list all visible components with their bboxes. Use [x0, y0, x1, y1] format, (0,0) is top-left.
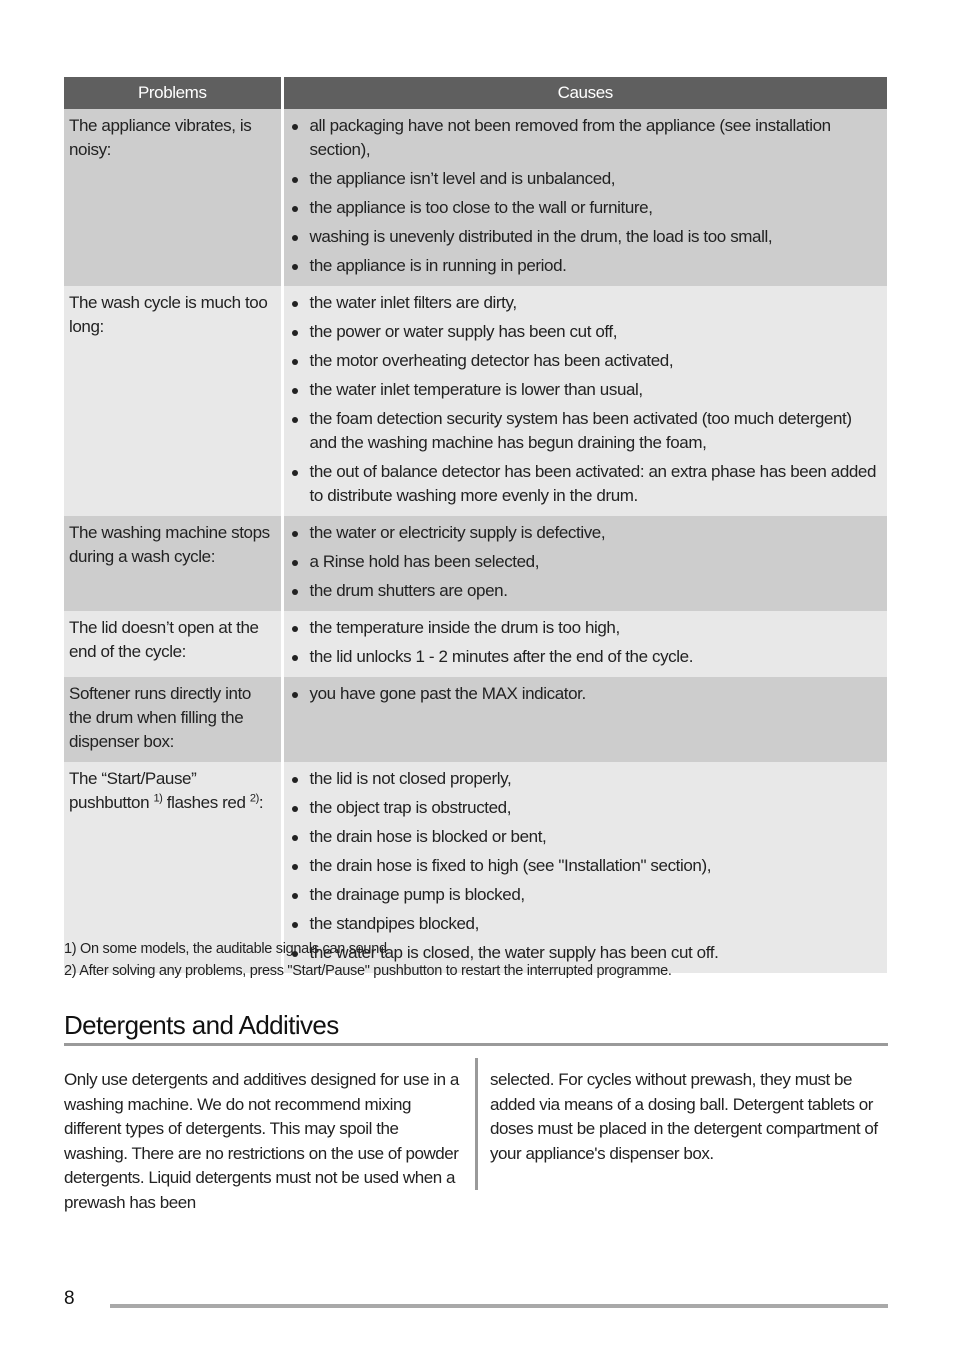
causes-cell — [282, 516, 887, 611]
problem-text: The “Start/Pause” pushbutton — [69, 769, 197, 812]
cause-text: the water inlet filters are dirty, — [309, 293, 517, 312]
footnotes — [64, 938, 672, 982]
list-item — [289, 682, 880, 706]
causes-list — [289, 616, 880, 669]
causes-list — [289, 291, 880, 508]
cause-text: the temperature inside the drum is too high, — [309, 618, 620, 637]
causes-list — [289, 767, 880, 965]
bullet-icon — [292, 206, 298, 212]
cause-text: the appliance is too close to the wall or furniture, — [309, 198, 653, 217]
footnote-ref-2: 2) — [249, 792, 259, 805]
bullet-icon — [292, 330, 298, 336]
causes-list — [289, 521, 880, 603]
list-item — [289, 767, 880, 791]
column-divider — [475, 1058, 478, 1190]
problem-cell: The wash cycle is much too long: — [64, 286, 282, 516]
causes-cell — [282, 677, 887, 762]
header-causes: Causes — [282, 77, 887, 109]
bullet-icon — [292, 835, 298, 841]
list-item — [289, 167, 880, 191]
cause-text: the drainage pump is blocked, — [309, 885, 525, 904]
list-item — [289, 460, 880, 508]
cause-text: the drain hose is blocked or bent, — [309, 827, 547, 846]
list-item — [289, 407, 880, 455]
problem-text: : — [258, 793, 264, 812]
page-number: 8 — [64, 1288, 75, 1309]
cause-text: you have gone past the MAX indicator. — [309, 684, 586, 703]
list-item — [289, 912, 880, 936]
table-row — [64, 677, 887, 762]
table-row — [64, 109, 887, 286]
bullet-icon — [292, 417, 298, 423]
table-header-row — [64, 77, 887, 109]
list-item — [289, 550, 880, 574]
list-item — [289, 225, 880, 249]
bullet-icon — [292, 531, 298, 537]
footnote-2: 2) After solving any problems, press "Start/Pause" pushbutton to restart the interrupted programme. — [64, 963, 672, 979]
cause-text: the foam detection security system has been activated (too much detergent) and the washing machine has begun draining the foam, — [309, 409, 852, 452]
bullet-icon — [292, 589, 298, 595]
list-item — [289, 320, 880, 344]
footnote-ref-1: 1) — [153, 792, 163, 805]
list-item — [289, 254, 880, 278]
list-item — [289, 825, 880, 849]
cause-text: the water inlet temperature is lower than usual, — [309, 380, 643, 399]
problem-cell: The appliance vibrates, is noisy: — [64, 109, 282, 286]
footnote-1: 1) On some models, the auditable signals can sound — [64, 941, 387, 957]
bullet-icon — [292, 124, 298, 130]
cause-text: the drum shutters are open. — [309, 581, 508, 600]
cause-text: washing is unevenly distributed in the drum, the load is too small, — [309, 227, 773, 246]
bullet-icon — [292, 777, 298, 783]
cause-text: the power or water supply has been cut off, — [309, 322, 618, 341]
problem-cell: The lid doesn’t open at the end of the cycle: — [64, 611, 282, 677]
table-row — [64, 611, 887, 677]
problem-text: flashes red — [162, 793, 246, 812]
list-item — [289, 854, 880, 878]
cause-text: all packaging have not been removed from the appliance (see installation section), — [309, 116, 831, 159]
bullet-icon — [292, 893, 298, 899]
causes-cell — [282, 109, 887, 286]
bullet-icon — [292, 655, 298, 661]
bullet-icon — [292, 235, 298, 241]
cause-text: the standpipes blocked, — [309, 914, 479, 933]
cause-text: the object trap is obstructed, — [309, 798, 512, 817]
body-text-left: Only use detergents and additives designed for use in a washing machine. We do not recommend mixing different types of detergents. This may spoil the washing. There are no restrictions on the use of powder detergents. Liquid detergents must not be used when a prewash has been — [64, 1070, 459, 1212]
cause-text: the water tap is closed, the water supply has been cut off. — [309, 943, 719, 962]
list-item — [289, 645, 880, 669]
bullet-icon — [292, 692, 298, 698]
bullet-icon — [292, 922, 298, 928]
table-row — [64, 516, 887, 611]
causes-list — [289, 682, 880, 706]
list-item — [289, 196, 880, 220]
list-item — [289, 883, 880, 907]
causes-list — [289, 114, 880, 278]
causes-cell — [282, 611, 887, 677]
cause-text: the appliance isn’t level and is unbalanced, — [309, 169, 616, 188]
bullet-icon — [292, 864, 298, 870]
cause-text: the lid is not closed properly, — [309, 769, 512, 788]
bullet-icon — [292, 560, 298, 566]
list-item — [289, 796, 880, 820]
cause-text: a Rinse hold has been selected, — [309, 552, 540, 571]
causes-cell — [282, 286, 887, 516]
list-item — [289, 349, 880, 373]
bullet-icon — [292, 806, 298, 812]
header-problems: Problems — [64, 77, 282, 109]
problem-cell: Softener runs directly into the drum when filling the dispenser box: — [64, 677, 282, 762]
list-item — [289, 291, 880, 315]
bullet-icon — [292, 626, 298, 632]
body-text-right: selected. For cycles without prewash, they must be added via means of a dosing ball. Detergent tablets or doses must be placed in the detergent compartment of your appliance's dispenser box. — [490, 1070, 878, 1163]
bullet-icon — [292, 264, 298, 270]
bullet-icon — [292, 359, 298, 365]
list-item — [289, 378, 880, 402]
bullet-icon — [292, 470, 298, 476]
cause-text: the out of balance detector has been activated: an extra phase has been added to distribute washing more evenly in the drum. — [309, 462, 877, 505]
title-divider — [64, 1043, 888, 1046]
cause-text: the lid unlocks 1 - 2 minutes after the end of the cycle. — [309, 647, 694, 666]
footer-divider — [110, 1304, 888, 1308]
cause-text: the water or electricity supply is defective, — [309, 523, 606, 542]
troubleshooting-table — [64, 77, 887, 973]
bullet-icon — [292, 177, 298, 183]
list-item — [289, 521, 880, 545]
cause-text: the appliance is in running in period. — [309, 256, 567, 275]
list-item — [289, 616, 880, 640]
bullet-icon — [292, 301, 298, 307]
table-row — [64, 286, 887, 516]
section-title: Detergents and Additives — [64, 1010, 339, 1040]
bullet-icon — [292, 388, 298, 394]
cause-text: the motor overheating detector has been activated, — [309, 351, 674, 370]
list-item — [289, 579, 880, 603]
list-item — [289, 114, 880, 162]
problem-cell: The washing machine stops during a wash cycle: — [64, 516, 282, 611]
cause-text: the drain hose is fixed to high (see "Installation" section), — [309, 856, 712, 875]
